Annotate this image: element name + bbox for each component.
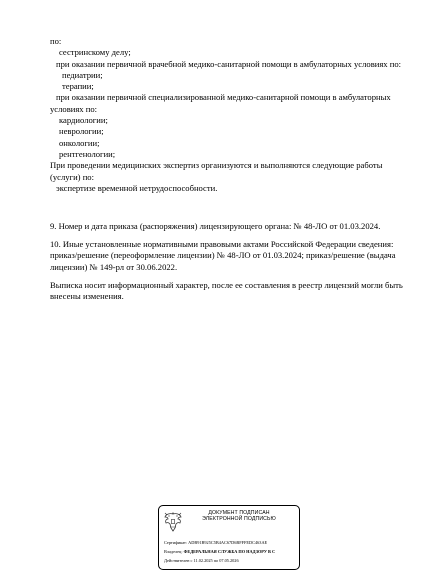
double-headed-eagle-emblem-icon xyxy=(163,510,183,533)
license-services-list xyxy=(50,36,410,194)
stamp-title-line: ЭЛЕКТРОННОЙ ПОДПИСЬЮ xyxy=(202,516,276,523)
services-line: сестринскому делу; xyxy=(59,47,131,58)
paragraph-disclaimer: Выписка носит информационный характер, после ее составления в реестр лицензий могли быть внесены изменения. xyxy=(50,280,403,302)
services-line: неврологии; xyxy=(59,126,104,137)
stamp-title xyxy=(183,510,295,523)
services-line: кардиологии; xyxy=(59,115,108,126)
services-line: при оказании первичной врачебной медико-санитарной помощи в амбулаторных условиях по: xyxy=(56,58,402,69)
owner-value: ФЕДЕРАЛЬНАЯ СЛУЖБА ПО НАДЗОРУ В С xyxy=(183,549,276,554)
services-line: по: xyxy=(50,36,62,46)
certificate-value: ADB91B925C5B4AC67D6BFFFEDC463AE xyxy=(188,540,268,545)
owner-line xyxy=(164,549,275,554)
services-line: онкологии; xyxy=(59,137,100,148)
services-line: педиатрии; xyxy=(62,69,103,80)
services-line: экспертизе временной нетрудоспособности. xyxy=(56,182,218,193)
certificate-label: Сертификат: xyxy=(164,540,188,545)
services-line: (услуги) по: xyxy=(50,171,94,182)
services-line: условиях по: xyxy=(50,103,98,114)
stamp-title-line: ДОКУМЕНТ ПОДПИСАН xyxy=(208,510,270,516)
paragraph-other-info: 10. Иные установленные нормативными правовыми актами Российской Федерации сведения: приказ/решение (переоформление лицензии) № 48-ЛО от 01.03.2024; приказ/решение (выдача лицензии) № 149-рл от 30.06.2022. xyxy=(50,239,396,272)
validity-line: Действителен с 11.02.2025 по 07.05.2026 xyxy=(164,558,239,563)
services-line: рентгенологии; xyxy=(59,148,116,159)
services-line: При проведении медицинских экспертиз организуются и выполняются следующие работы xyxy=(50,160,383,171)
services-line: при оказании первичной специализированной медико-санитарной помощи в амбулаторных xyxy=(56,92,391,103)
services-line: терапии; xyxy=(62,81,94,92)
owner-label: Владелец: xyxy=(164,549,183,554)
paragraph-order-number: 9. Номер и дата приказа (распоряжения) лицензирующего органа: № 48-ЛО от 01.03.2024. xyxy=(50,221,381,231)
electronic-signature-stamp xyxy=(158,505,300,570)
certificate-line xyxy=(164,540,267,545)
